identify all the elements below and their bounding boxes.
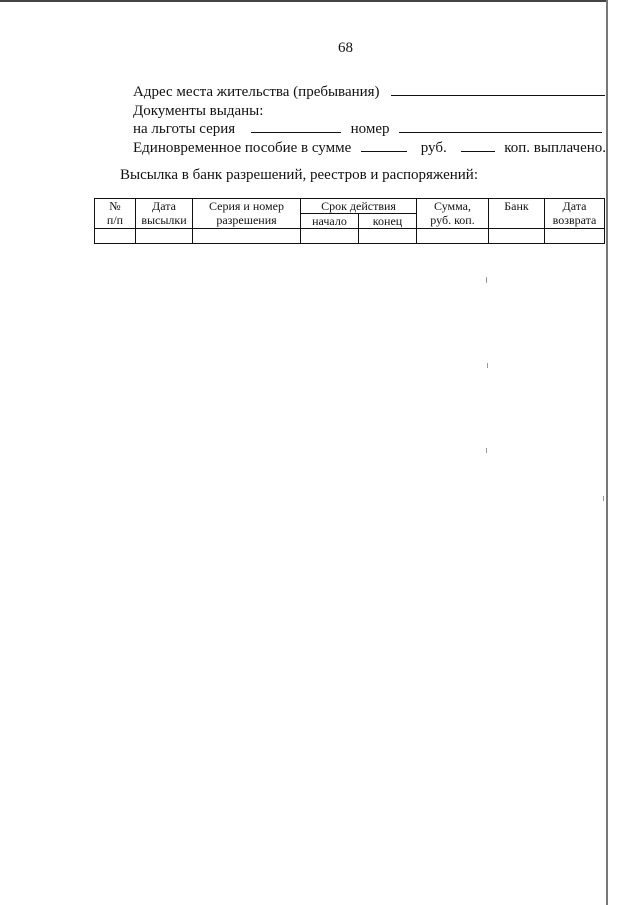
col-header-sum bbox=[417, 199, 489, 229]
col-header-dispatch-date bbox=[136, 199, 193, 229]
address-line bbox=[133, 84, 605, 101]
allowance-kop-field[interactable] bbox=[461, 140, 495, 152]
table-cell[interactable] bbox=[301, 229, 359, 244]
benefits-series-field[interactable] bbox=[251, 121, 341, 133]
col-header-validity-end: конец bbox=[359, 214, 417, 229]
allowance-line bbox=[133, 140, 606, 157]
col-header-sum-line1: Сумма, bbox=[434, 199, 471, 213]
col-header-number-line2: п/п bbox=[106, 213, 124, 227]
allowance-label: Единовременное пособие в сумме bbox=[133, 140, 352, 156]
table-cell[interactable] bbox=[417, 229, 489, 244]
scan-speck bbox=[487, 363, 488, 368]
table-cell[interactable] bbox=[95, 229, 136, 244]
table-row bbox=[95, 229, 605, 244]
table-cell[interactable] bbox=[489, 229, 545, 244]
page-edge-right bbox=[606, 0, 608, 905]
benefits-line bbox=[133, 121, 602, 138]
table-cell[interactable] bbox=[545, 229, 605, 244]
col-header-dispatch-date-line1: Дата bbox=[152, 199, 176, 213]
col-header-return-date-line2: возврата bbox=[552, 213, 597, 227]
col-header-bank: Банк bbox=[489, 199, 545, 229]
col-header-permit-series bbox=[193, 199, 301, 229]
col-header-validity: Срок действия bbox=[301, 199, 417, 214]
documents-line bbox=[133, 103, 263, 120]
col-header-dispatch-date-line2: высылки bbox=[141, 213, 187, 227]
col-header-number bbox=[95, 199, 136, 229]
page-edge-top bbox=[0, 0, 608, 2]
table-cell[interactable] bbox=[193, 229, 301, 244]
address-label: Адрес места жительства (пребывания) bbox=[133, 84, 380, 100]
benefits-number-field[interactable] bbox=[399, 121, 602, 133]
scan-speck bbox=[486, 448, 487, 453]
benefits-series-label: на льготы серия bbox=[133, 121, 236, 137]
col-header-validity-start: начало bbox=[301, 214, 359, 229]
col-header-return-date bbox=[545, 199, 605, 229]
bank-dispatch-table bbox=[94, 198, 605, 244]
table-cell[interactable] bbox=[359, 229, 417, 244]
allowance-rub-field[interactable] bbox=[361, 140, 407, 152]
address-field[interactable] bbox=[391, 84, 605, 96]
col-header-return-date-line1: Дата bbox=[562, 199, 587, 213]
allowance-kop-label: коп. выплачено. bbox=[504, 140, 607, 156]
col-header-number-line1: № bbox=[109, 199, 121, 213]
table-heading: Высылка в банк разрешений, реестров и распоряжений: bbox=[120, 167, 479, 183]
benefits-number-label: номер bbox=[350, 121, 390, 137]
allowance-rub-label: руб. bbox=[420, 140, 447, 156]
col-header-permit-series-line2: разрешения bbox=[216, 213, 277, 227]
table-cell[interactable] bbox=[136, 229, 193, 244]
documents-label: Документы выданы: bbox=[133, 103, 264, 119]
col-header-permit-series-line1: Серия и номер bbox=[209, 199, 284, 213]
page-number: 68 bbox=[338, 40, 353, 56]
scan-speck bbox=[603, 496, 604, 501]
col-header-sum-line2: руб. коп. bbox=[430, 213, 475, 227]
scan-speck bbox=[486, 277, 487, 283]
